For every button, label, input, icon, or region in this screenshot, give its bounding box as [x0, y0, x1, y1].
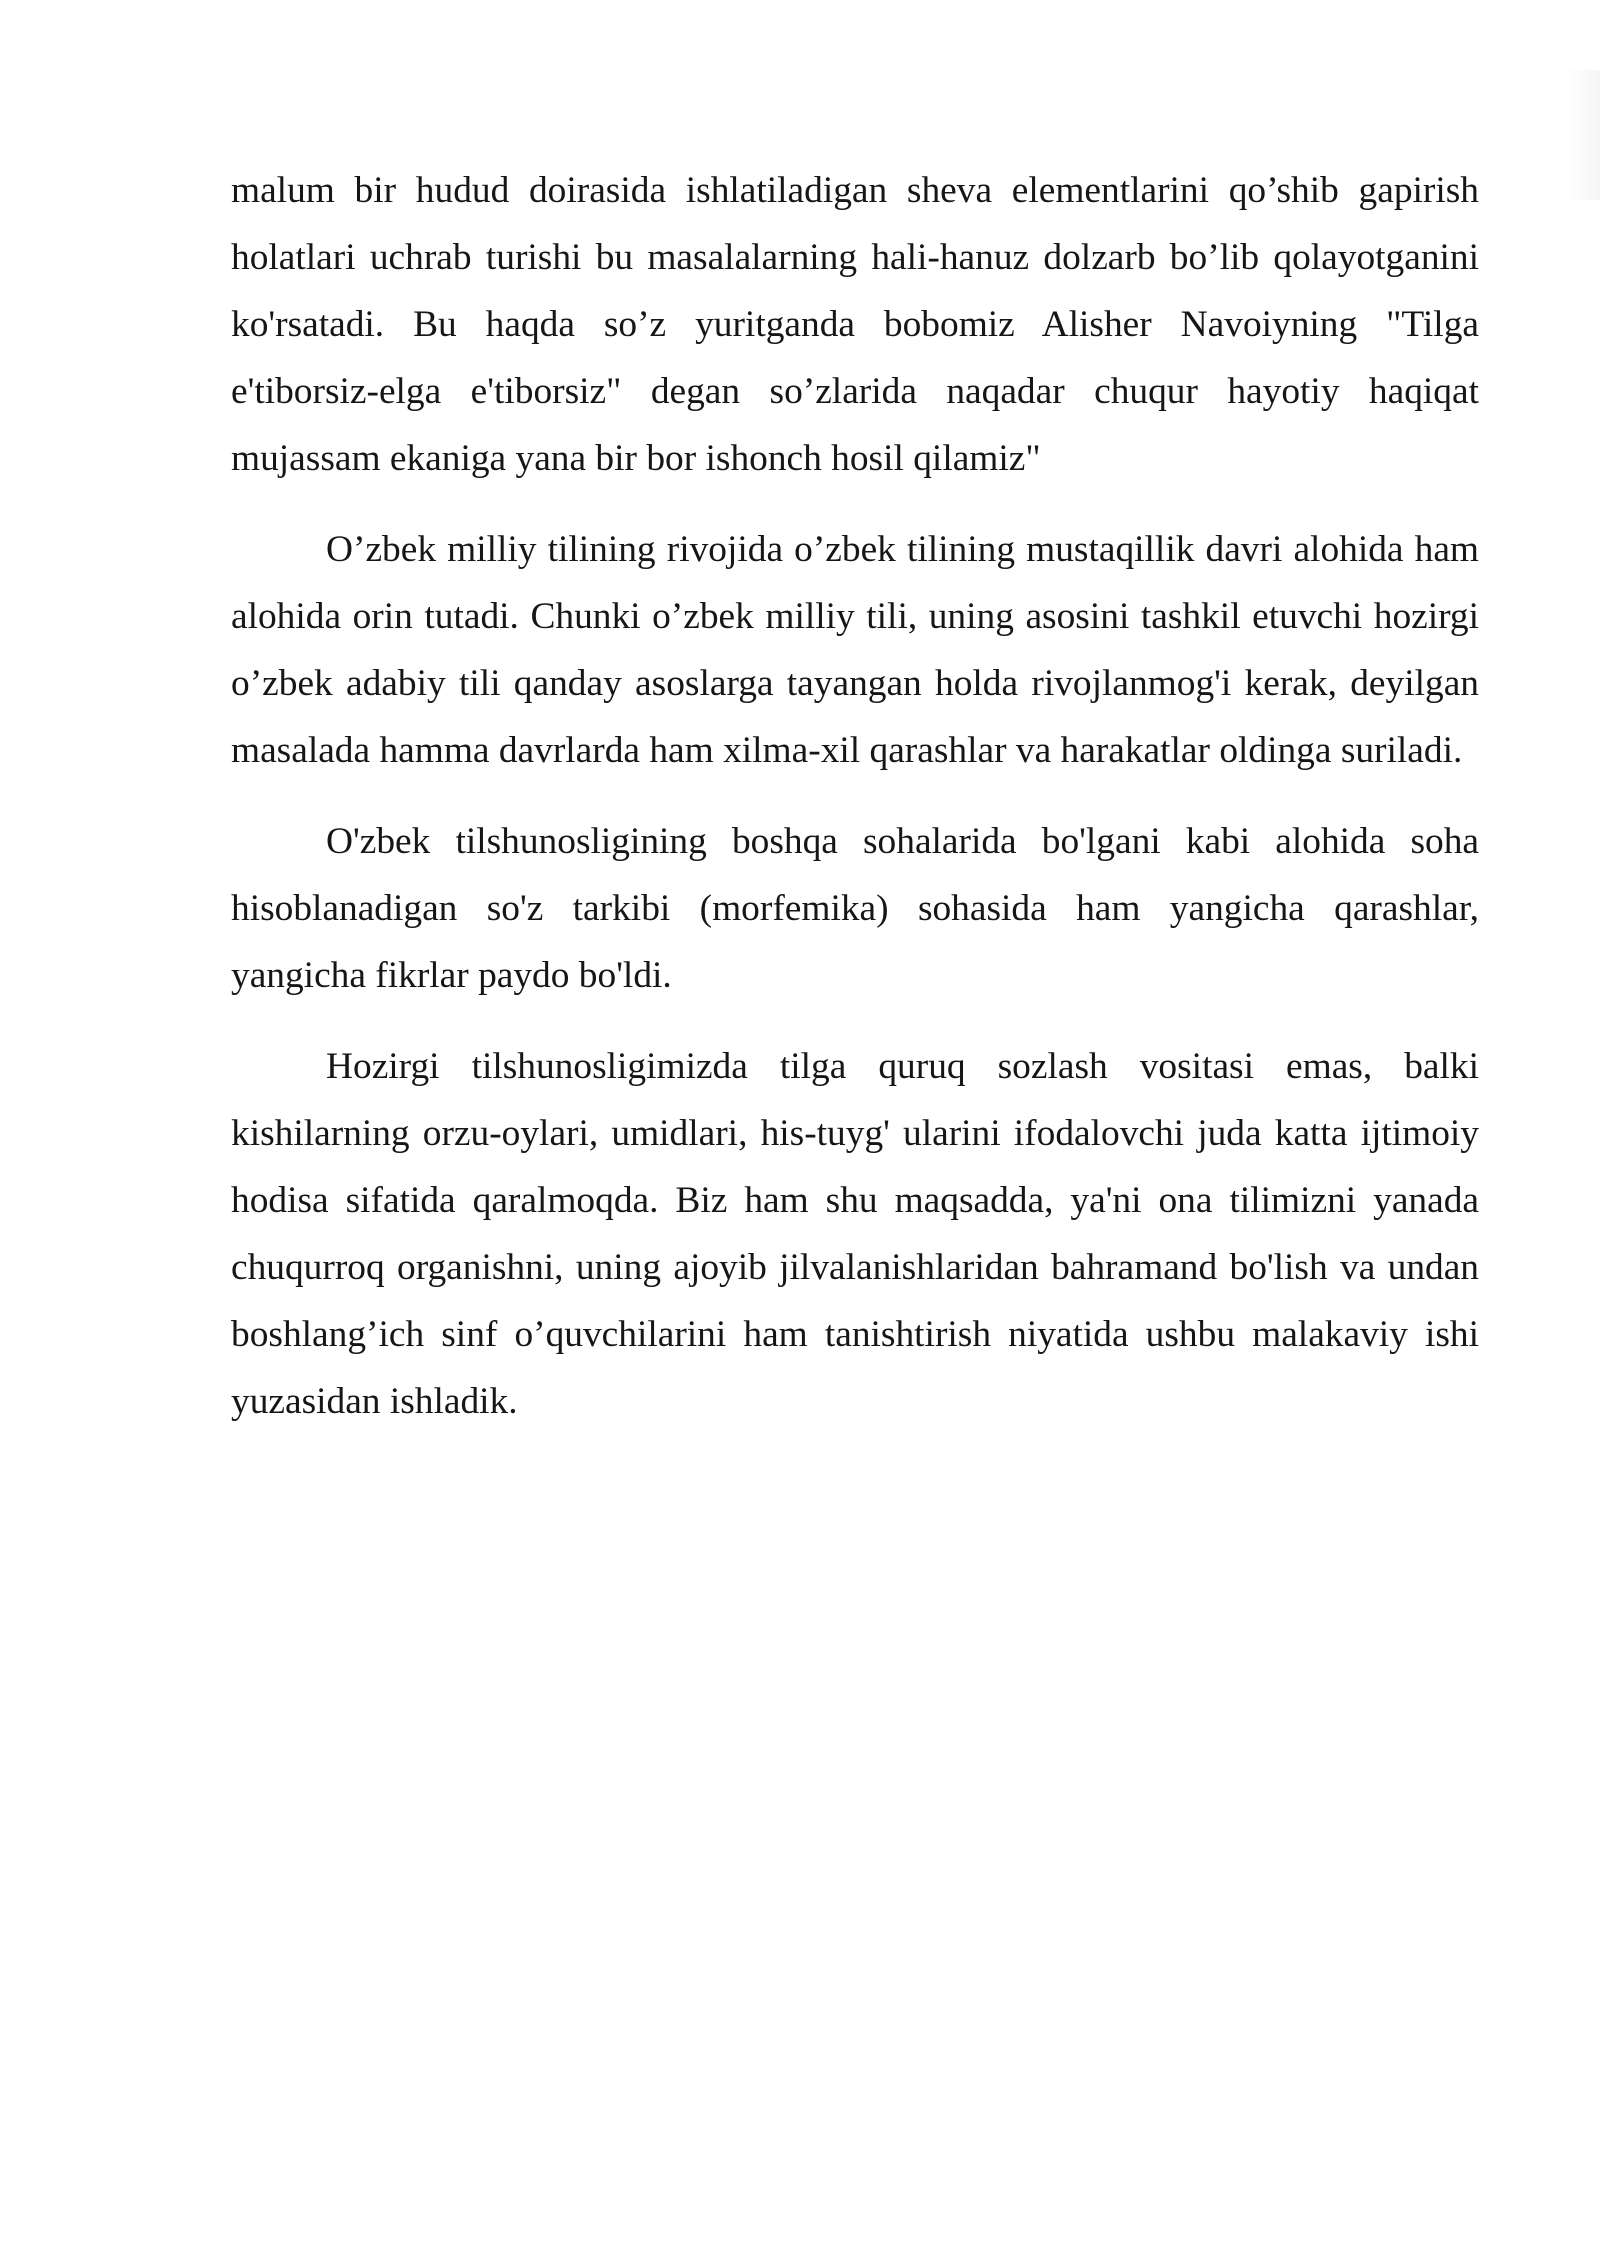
- text-line: hodisa sifatida qaralmoqda. Biz ham shu maqsadda, ya'ni ona tilimizni yanada: [231, 1180, 1479, 1221]
- text-line: malum bir hudud doirasida ishlatiladigan sheva elementlarini qo’shib gapirish: [231, 170, 1479, 211]
- text-line: O’zbek milliy tilining rivojida o’zbek tilining mustaqillik davri alohida ham: [326, 529, 1479, 570]
- text-line: hisoblanadigan so'z tarkibi (morfemika) sohasida ham yangicha qarashlar,: [231, 888, 1479, 929]
- text-line: kishilarning orzu-oylari, umidlari, his-tuyg' ularini ifodalovchi juda katta ijtimoiy: [231, 1113, 1479, 1154]
- paragraph-4: [231, 1033, 1479, 1435]
- text-line: holatlari uchrab turishi bu masalalarning hali-hanuz dolzarb bo’lib qolayotganini: [231, 237, 1479, 278]
- text-line: e'tiborsiz-elga e'tiborsiz" degan so’zlarida naqadar chuqur hayotiy haqiqat: [231, 371, 1479, 412]
- paragraph-3: [231, 808, 1479, 1009]
- paragraph-1: [231, 157, 1479, 492]
- text-line: mujassam ekaniga yana bir bor ishonch hosil qilamiz": [231, 438, 1041, 479]
- text-line: yangicha fikrlar paydo bo'ldi.: [231, 955, 672, 996]
- text-line: alohida orin tutadi. Chunki o’zbek milliy tili, uning asosini tashkil etuvchi hozirgi: [231, 596, 1479, 637]
- page-edge-shadow: [1564, 70, 1600, 200]
- text-line: Hozirgi tilshunosligimizda tilga quruq sozlash vositasi emas, balki: [326, 1046, 1479, 1087]
- text-line: boshlang’ich sinf o’quvchilarini ham tanishtirish niyatida ushbu malakaviy ishi: [231, 1314, 1479, 1355]
- text-line: O'zbek tilshunosligining boshqa sohalarida bo'lgani kabi alohida soha: [326, 821, 1479, 862]
- text-line: masalada hamma davrlarda ham xilma-xil qarashlar va harakatlar oldinga suriladi.: [231, 730, 1463, 771]
- text-line: chuqurroq organishni, uning ajoyib jilvalanishlaridan bahramand bo'lish va undan: [231, 1247, 1479, 1288]
- paragraph-2: [231, 516, 1479, 784]
- text-line: yuzasidan ishladik.: [231, 1381, 518, 1422]
- text-line: ko'rsatadi. Bu haqda so’z yuritganda bobomiz Alisher Navoiyning "Tilga: [231, 304, 1479, 345]
- text-line: o’zbek adabiy tili qanday asoslarga tayangan holda rivojlanmog'i kerak, deyilgan: [231, 663, 1479, 704]
- body-text: [231, 157, 1479, 1459]
